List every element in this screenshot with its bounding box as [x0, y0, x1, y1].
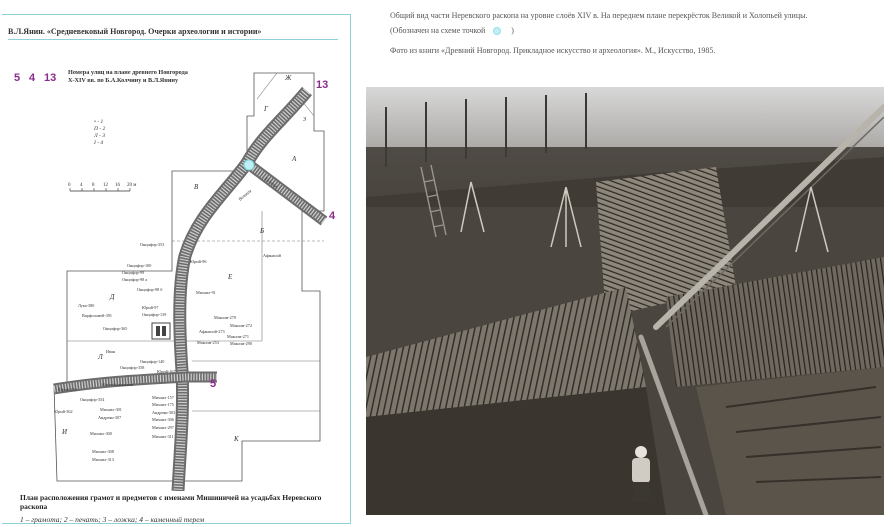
- symbol-key-3: Л - 3: [94, 133, 106, 139]
- street-label-4: 4: [329, 210, 336, 222]
- svg-text:Андреян-307: Андреян-307: [98, 415, 122, 420]
- book-header: В.Л.Янин. «Средневековый Новгород. Очерки археологии и истории»: [8, 27, 262, 36]
- svg-text:Михаил-308: Михаил-308: [92, 449, 114, 454]
- photo-caption: [390, 10, 890, 57]
- svg-text:Онцифор-99: Онцифор-99: [122, 270, 145, 275]
- street-kholopya: [247, 163, 324, 221]
- svg-text:Максим-272: Максим-272: [230, 323, 252, 328]
- plan-caption: План расположения грамот и предметов с именами Мишиничей на усадьбах Неревского раскопа: [20, 493, 322, 511]
- street-label-13: 13: [316, 79, 329, 91]
- legend-title-line2: X-XIV вв. по Б.А.Колчину и В.Л.Янину: [68, 77, 179, 84]
- svg-text:Онцифор-100: Онцифор-100: [127, 263, 152, 268]
- svg-text:Максим-279: Максим-279: [214, 315, 236, 320]
- svg-text:16: 16: [115, 183, 120, 188]
- svg-text:Максим-290: Максим-290: [230, 341, 252, 346]
- street-kozmodemyanskaya: [54, 377, 217, 389]
- svg-text:Михаил-301: Михаил-301: [100, 407, 122, 412]
- svg-text:Михаил-311: Михаил-311: [152, 434, 174, 439]
- street-name-kozmodemyanskaya: Козмодемьянская: [102, 382, 134, 387]
- lot-l: Л: [98, 353, 103, 361]
- lot-zh: Ж: [285, 74, 292, 82]
- scale-bar: [68, 183, 137, 191]
- svg-text:Онцифор-358: Онцифор-358: [120, 365, 145, 370]
- svg-text:20 м: 20 м: [127, 183, 137, 188]
- svg-text:Михаил-306: Михаил-306: [152, 417, 174, 422]
- street-label-5: 5: [210, 378, 217, 390]
- svg-text:Иван: Иван: [106, 349, 116, 354]
- lot-g: Г: [264, 105, 268, 113]
- caption-line-3: Фото из книги «Древний Новгород. Прикладное искусство и археология». М., Искусство, 1985.: [390, 46, 716, 55]
- caption-line-2-end: ): [511, 26, 514, 35]
- svg-text:Онцифор-353: Онцифор-353: [140, 242, 165, 247]
- svg-text:Афанасий: Афанасий: [263, 253, 281, 258]
- caption-line-2: [390, 25, 890, 37]
- svg-text:Лука-380: Лука-380: [78, 303, 95, 308]
- symbol-key-4: I - 4: [94, 140, 104, 146]
- svg-text:8: 8: [92, 183, 95, 188]
- svg-text:Юрий-362: Юрий-362: [54, 409, 73, 414]
- intersection-marker: [244, 160, 254, 170]
- svg-text:Онцифор-139: Онцифор-139: [142, 312, 167, 317]
- plan-legend: 1 – грамота; 2 – печать; 3 – ложка; 4 – каменный терем: [20, 515, 205, 524]
- svg-text:Онцифор-140: Онцифор-140: [140, 359, 165, 364]
- svg-text:Михаил-300: Михаил-300: [90, 431, 112, 436]
- street-name-velikaya: Великая: [237, 188, 253, 202]
- marker-dot-icon: [493, 27, 501, 35]
- lot-e: Е: [228, 273, 233, 281]
- svg-text:Михаил-157: Михаил-157: [152, 395, 174, 400]
- svg-text:Юрий-97: Юрий-97: [142, 305, 159, 310]
- svg-text:Юрий-150: Юрий-150: [58, 387, 77, 392]
- lot-k: К: [234, 435, 239, 443]
- svg-text:Михаил-297: Михаил-297: [152, 425, 174, 430]
- lot-b: Б: [260, 227, 265, 235]
- svg-text:Онцифор-98 а: Онцифор-98 а: [122, 277, 148, 282]
- svg-text:Андреян-303: Андреян-303: [152, 410, 176, 415]
- caption-line-2-text: (Обозначен на схеме точкой: [390, 26, 486, 35]
- lot-z: З: [303, 117, 306, 123]
- excavation-plan-map: [2, 41, 351, 491]
- svg-text:Онцифор-98 б: Онцифор-98 б: [137, 287, 163, 292]
- street-name-kholopya: Холопья: [263, 175, 279, 190]
- svg-text:Максим-271: Максим-271: [227, 334, 249, 339]
- svg-text:Юрий-96: Юрий-96: [190, 259, 207, 264]
- svg-text:Михаил-313: Михаил-313: [92, 457, 114, 462]
- svg-text:4: 4: [80, 183, 83, 188]
- svg-text:Юрий-167: Юрий-167: [157, 369, 176, 374]
- svg-text:Онцифор-354: Онцифор-354: [80, 397, 105, 402]
- street-number-5: 5: [14, 72, 21, 84]
- owner-labels: [54, 242, 282, 462]
- svg-text:Михаил-91: Михаил-91: [196, 290, 216, 295]
- svg-text:Афанасий-273: Афанасий-273: [199, 329, 225, 334]
- excavation-photo: [366, 87, 884, 515]
- svg-text:Михаил-175: Михаил-175: [152, 402, 174, 407]
- lot-a: А: [292, 155, 297, 163]
- symbol-key-1: • - 1: [94, 119, 104, 125]
- svg-text:Максим-253: Максим-253: [197, 340, 219, 345]
- caption-line-1: Общий вид части Неревского раскопа на уровне слоёв XIV в. На переднем плане перекрёсток Великой и Холопьей улицы.: [390, 11, 808, 20]
- stone-terem: [152, 323, 170, 339]
- legend-title-line1: Номера улиц на плане древнего Новгорода: [68, 69, 188, 76]
- street-number-4: 4: [29, 72, 36, 84]
- svg-text:0: 0: [68, 183, 71, 188]
- symbol-key-2: П - 2: [94, 126, 106, 132]
- lot-v: В: [194, 183, 199, 191]
- svg-text:Онцифор-365: Онцифор-365: [103, 326, 128, 331]
- street-number-13: 13: [44, 72, 57, 84]
- svg-text:12: 12: [103, 183, 108, 188]
- header-rule: [8, 39, 338, 40]
- lot-i: И: [62, 428, 68, 436]
- excavation-photo-illustration: [366, 87, 884, 515]
- book-page-scan: [2, 14, 351, 524]
- lot-d: Д: [110, 293, 115, 301]
- svg-text:Варфоломей-391: Варфоломей-391: [82, 313, 113, 318]
